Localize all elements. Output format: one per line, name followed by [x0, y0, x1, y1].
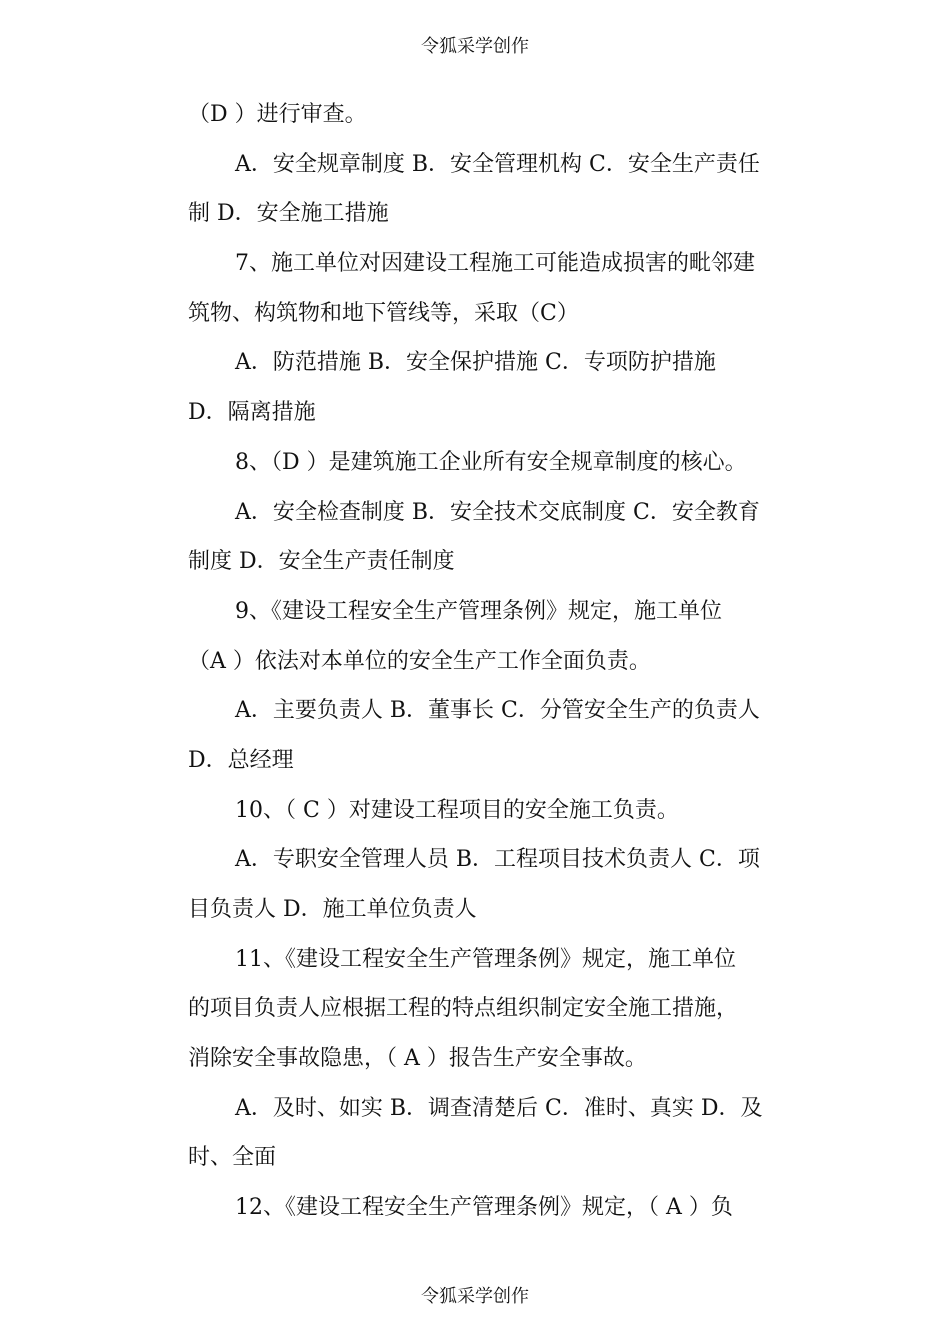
text-line: 7、施工单位对因建设工程施工可能造成损害的毗邻建: [235, 251, 755, 277]
text-line: A．主要负责人 B．董事长 C．分管安全生产的负责人: [235, 698, 760, 724]
text-line: 11、《建设工程安全生产管理条例》规定，施工单位: [235, 946, 736, 972]
text-line: D．总经理: [188, 747, 294, 773]
text-line: （D ）进行审查。: [188, 102, 367, 127]
text-line: 的项目负责人应根据工程的特点组织制定安全施工措施，: [188, 996, 739, 1022]
document-body: [188, 90, 803, 1233]
text-line: 9、《建设工程安全生产管理条例》规定，施工单位: [235, 598, 722, 624]
text-line: 制 D．安全施工措施: [188, 201, 389, 227]
page-header: 令狐采学创作: [421, 36, 529, 57]
page-footer: 令狐采学创作: [421, 1286, 529, 1307]
text-line: A．专职安全管理人员 B．工程项目技术负责人 C．项: [235, 847, 760, 873]
text-line: A．安全检查制度 B．安全技术交底制度 C．安全教育: [235, 499, 760, 525]
text-line: 时、全面: [188, 1145, 277, 1171]
text-line: D．隔离措施: [188, 400, 316, 426]
text-line: 筑物、构筑物和地下管线等，采取（C）: [188, 300, 579, 326]
text-line: A．及时、如实 B．调查清楚后 C．准时、真实 D．及: [235, 1095, 763, 1121]
text-line: A．安全规章制度 B．安全管理机构 C．安全生产责任: [235, 151, 760, 177]
text-line: A．防范措施 B．安全保护措施 C．专项防护措施: [235, 350, 716, 376]
text-line: （A ）依法对本单位的安全生产工作全面负责。: [188, 648, 651, 674]
text-line: 8、（D ）是建筑施工企业所有安全规章制度的核心。: [235, 449, 747, 475]
text-line: 10、（ C ）对建设工程项目的安全施工负责。: [235, 797, 679, 823]
text-line: 目负责人 D．施工单位负责人: [188, 897, 477, 922]
text-line: 制度 D．安全生产责任制度: [188, 549, 455, 575]
text-line: 12、《建设工程安全生产管理条例》规定，（ A ）负: [235, 1195, 733, 1221]
text-line: 消除安全事故隐患，（ A ）报告生产安全事故。: [188, 1046, 647, 1072]
